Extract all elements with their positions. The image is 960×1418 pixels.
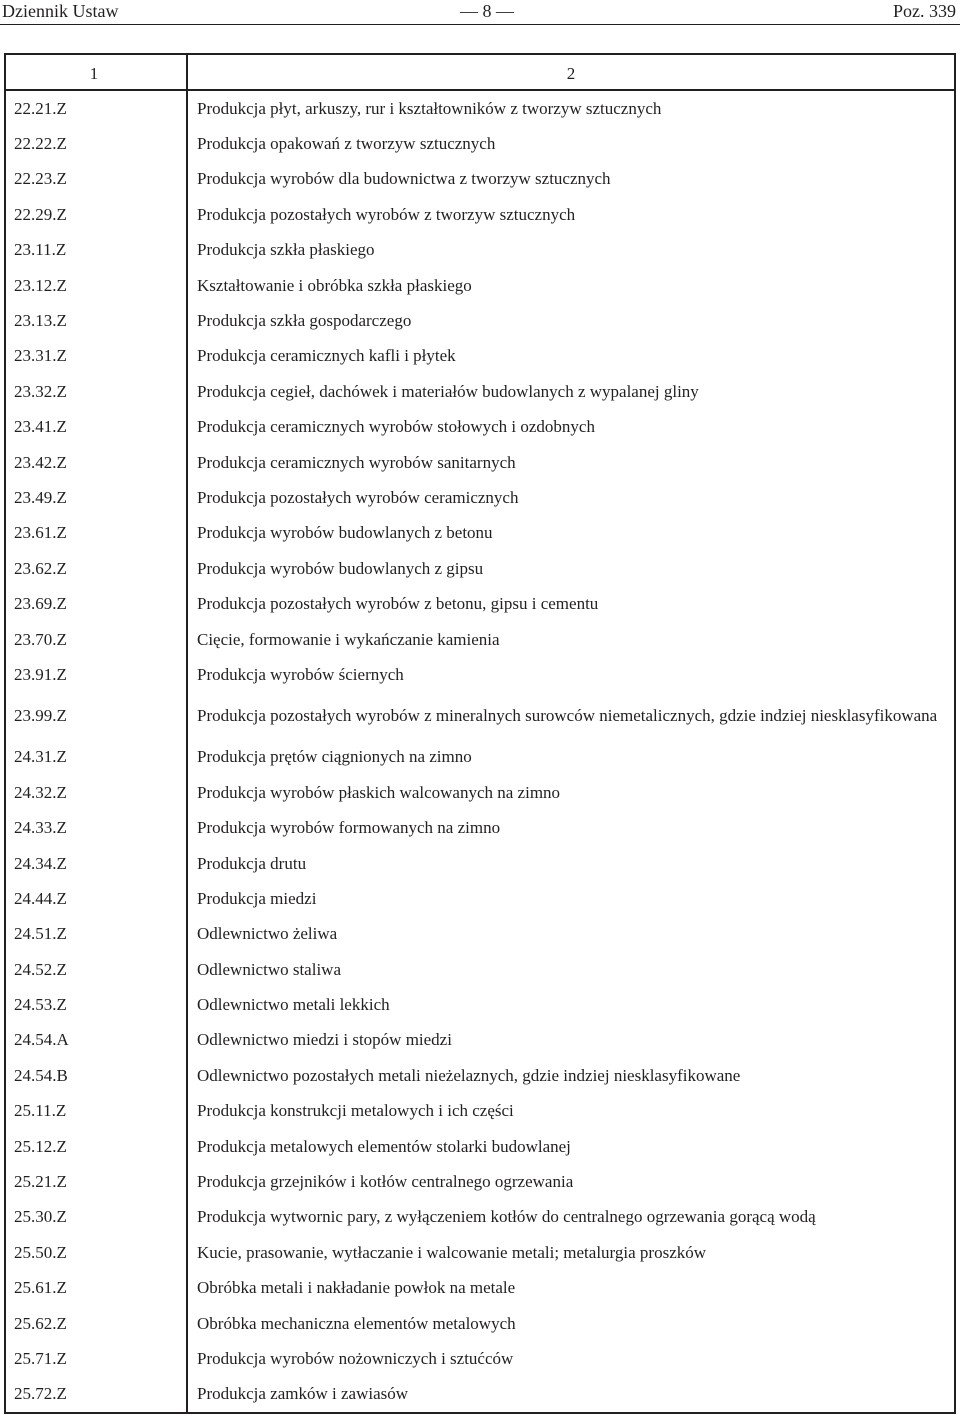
pkd-description-cell: Obróbka metali i nakładanie powłok na metale: [197, 1278, 516, 1298]
table-row: [6, 1058, 954, 1093]
table-row: [6, 162, 954, 197]
pkd-code-cell: 23.32.Z: [6, 374, 188, 409]
table-row: [6, 1164, 954, 1199]
pkd-description-cell: Odlewnictwo miedzi i stopów miedzi: [197, 1030, 452, 1050]
table-row: [6, 1235, 954, 1270]
pkd-description-cell: Odlewnictwo pozostałych metali nieżelaznych, gdzie indziej niesklasyfikowane: [197, 1065, 741, 1085]
table-row: [6, 374, 954, 409]
pkd-code-cell: 25.12.Z: [6, 1129, 188, 1164]
table-row: [6, 1377, 954, 1412]
pkd-description-cell: Produkcja drutu: [197, 853, 307, 873]
pkd-code-cell: 24.44.Z: [6, 881, 188, 916]
table-header-row: [6, 55, 954, 91]
pkd-description-cell: Produkcja pozostałych wyrobów z betonu, gipsu i cementu: [197, 594, 599, 614]
pkd-code-cell: 23.42.Z: [6, 445, 188, 480]
pkd-table: [4, 53, 956, 1414]
pkd-code-cell: 23.69.Z: [6, 586, 188, 621]
table-row: [6, 551, 954, 586]
pkd-description-cell: Produkcja wyrobów nożowniczych i sztućców: [197, 1348, 514, 1368]
pkd-code-cell: 23.41.Z: [6, 410, 188, 445]
table-row: [6, 1129, 954, 1164]
table-row: [6, 233, 954, 268]
table-row: [6, 622, 954, 657]
pkd-code-cell: 23.13.Z: [6, 303, 188, 338]
pkd-code-cell: 23.49.Z: [6, 480, 188, 515]
table-row: [6, 987, 954, 1022]
pkd-description-cell: Produkcja cegieł, dachówek i materiałów budowlanych z wypalanej gliny: [197, 381, 699, 401]
pkd-description-cell: Produkcja grzejników i kotłów centralnego ogrzewania: [197, 1172, 574, 1192]
pkd-code-cell: 24.31.Z: [6, 740, 188, 775]
pkd-description-cell: Odlewnictwo żeliwa: [197, 924, 338, 944]
table-row: [6, 586, 954, 621]
pkd-description-cell: Produkcja pozostałych wyrobów z mineralnych surowców niemetalicznych, gdzie indziej niesklasyfikowana: [197, 706, 938, 726]
table-row: [6, 657, 954, 692]
pkd-description-cell: Produkcja wyrobów dla budownictwa z tworzyw sztucznych: [197, 169, 611, 189]
page-number: — 8 —: [460, 1, 514, 21]
pkd-description-cell: Produkcja prętów ciągnionych na zimno: [197, 747, 472, 767]
table-row: [6, 480, 954, 515]
pkd-description-cell: Produkcja wytwornic pary, z wyłączeniem kotłów do centralnego ogrzewania gorącą wodą: [197, 1207, 816, 1227]
pkd-description-cell: Produkcja ceramicznych wyrobów sanitarnych: [197, 452, 516, 472]
pkd-description-cell: Produkcja ceramicznych wyrobów stołowych i ozdobnych: [197, 417, 595, 437]
pkd-code-cell: 25.21.Z: [6, 1164, 188, 1199]
pkd-code-cell: 23.62.Z: [6, 551, 188, 586]
pkd-code-cell: 22.29.Z: [6, 197, 188, 232]
pkd-code-cell: 25.50.Z: [6, 1235, 188, 1270]
pkd-code-cell: 25.11.Z: [6, 1094, 188, 1129]
pkd-description-cell: Produkcja płyt, arkuszy, rur i kształtowników z tworzyw sztucznych: [197, 98, 662, 118]
pkd-description-cell: Produkcja wyrobów płaskich walcowanych na zimno: [197, 782, 561, 802]
pkd-code-cell: 22.23.Z: [6, 162, 188, 197]
pkd-description-cell: Obróbka mechaniczna elementów metalowych: [197, 1313, 516, 1333]
table-row: [6, 1094, 954, 1129]
position-number: Poz. 339: [893, 1, 956, 21]
pkd-description-cell: Produkcja wyrobów formowanych na zimno: [197, 818, 501, 838]
table-row: [6, 445, 954, 480]
pkd-code-cell: 23.91.Z: [6, 657, 188, 692]
table-row: [6, 1306, 954, 1341]
pkd-code-cell: 24.33.Z: [6, 810, 188, 845]
table-row: [6, 339, 954, 374]
table-row: [6, 693, 954, 740]
pkd-code-cell: 25.62.Z: [6, 1306, 188, 1341]
table-row: [6, 846, 954, 881]
pkd-code-cell: 23.70.Z: [6, 622, 188, 657]
pkd-code-cell: 24.32.Z: [6, 775, 188, 810]
column-header-2: 2: [188, 55, 954, 91]
table-body: [6, 91, 954, 1412]
pkd-code-cell: 24.54.B: [6, 1058, 188, 1093]
pkd-description-cell: Odlewnictwo staliwa: [197, 959, 341, 979]
table-row: [6, 810, 954, 845]
pkd-description-cell: Produkcja wyrobów budowlanych z betonu: [197, 523, 493, 543]
pkd-code-cell: 24.54.A: [6, 1023, 188, 1058]
table-row: [6, 91, 954, 126]
pkd-code-cell: 24.53.Z: [6, 987, 188, 1022]
pkd-description-cell: Cięcie, formowanie i wykańczanie kamienia: [197, 629, 500, 649]
pkd-code-cell: 24.51.Z: [6, 917, 188, 952]
pkd-code-cell: 24.34.Z: [6, 846, 188, 881]
pkd-code-cell: 24.52.Z: [6, 952, 188, 987]
table-row: [6, 952, 954, 987]
pkd-description-cell: Odlewnictwo metali lekkich: [197, 995, 390, 1015]
table-row: [6, 1200, 954, 1235]
pkd-description-cell: Produkcja miedzi: [197, 888, 317, 908]
column-header-1: 1: [6, 55, 188, 91]
journal-title: Dziennik Ustaw: [2, 1, 119, 21]
table-row: [6, 1271, 954, 1306]
table-row: [6, 410, 954, 445]
pkd-description-cell: Produkcja szkła gospodarczego: [197, 311, 412, 331]
pkd-code-cell: 25.72.Z: [6, 1377, 188, 1412]
pkd-description-cell: Produkcja konstrukcji metalowych i ich części: [197, 1101, 514, 1121]
pkd-code-cell: 22.22.Z: [6, 126, 188, 161]
table-row: [6, 197, 954, 232]
pkd-description-cell: Produkcja metalowych elementów stolarki budowlanej: [197, 1136, 571, 1156]
table-row: [6, 775, 954, 810]
pkd-code-cell: 25.71.Z: [6, 1341, 188, 1376]
pkd-description-cell: Produkcja szkła płaskiego: [197, 240, 375, 260]
page-header: [0, 0, 960, 26]
pkd-description-cell: Produkcja wyrobów ściernych: [197, 664, 404, 684]
pkd-code-cell: 23.12.Z: [6, 268, 188, 303]
pkd-description-cell: Kucie, prasowanie, wytłaczanie i walcowanie metali; metalurgia proszków: [197, 1242, 707, 1262]
table-row: [6, 917, 954, 952]
table-row: [6, 1341, 954, 1376]
pkd-description-cell: Produkcja opakowań z tworzyw sztucznych: [197, 134, 496, 154]
table-row: [6, 126, 954, 161]
pkd-table-container: [4, 53, 956, 1414]
table-row: [6, 303, 954, 338]
table-row: [6, 516, 954, 551]
table-row: [6, 740, 954, 775]
pkd-description-cell: Produkcja pozostałych wyrobów z tworzyw sztucznych: [197, 204, 576, 224]
pkd-code-cell: 25.61.Z: [6, 1271, 188, 1306]
pkd-code-cell: 23.99.Z: [6, 693, 188, 740]
pkd-code-cell: 23.61.Z: [6, 516, 188, 551]
pkd-description-cell: Produkcja wyrobów budowlanych z gipsu: [197, 558, 484, 578]
pkd-code-cell: 22.21.Z: [6, 91, 188, 126]
table-row: [6, 1023, 954, 1058]
table-row: [6, 881, 954, 916]
pkd-description-cell: Produkcja pozostałych wyrobów ceramicznych: [197, 487, 519, 507]
pkd-description-cell: Kształtowanie i obróbka szkła płaskiego: [197, 275, 472, 295]
table-row: [6, 268, 954, 303]
pkd-code-cell: 25.30.Z: [6, 1200, 188, 1235]
pkd-code-cell: 23.11.Z: [6, 233, 188, 268]
pkd-description-cell: Produkcja zamków i zawiasów: [197, 1384, 409, 1404]
header-divider: [0, 24, 960, 25]
pkd-description-cell: Produkcja ceramicznych kafli i płytek: [197, 346, 456, 366]
pkd-code-cell: 23.31.Z: [6, 339, 188, 374]
